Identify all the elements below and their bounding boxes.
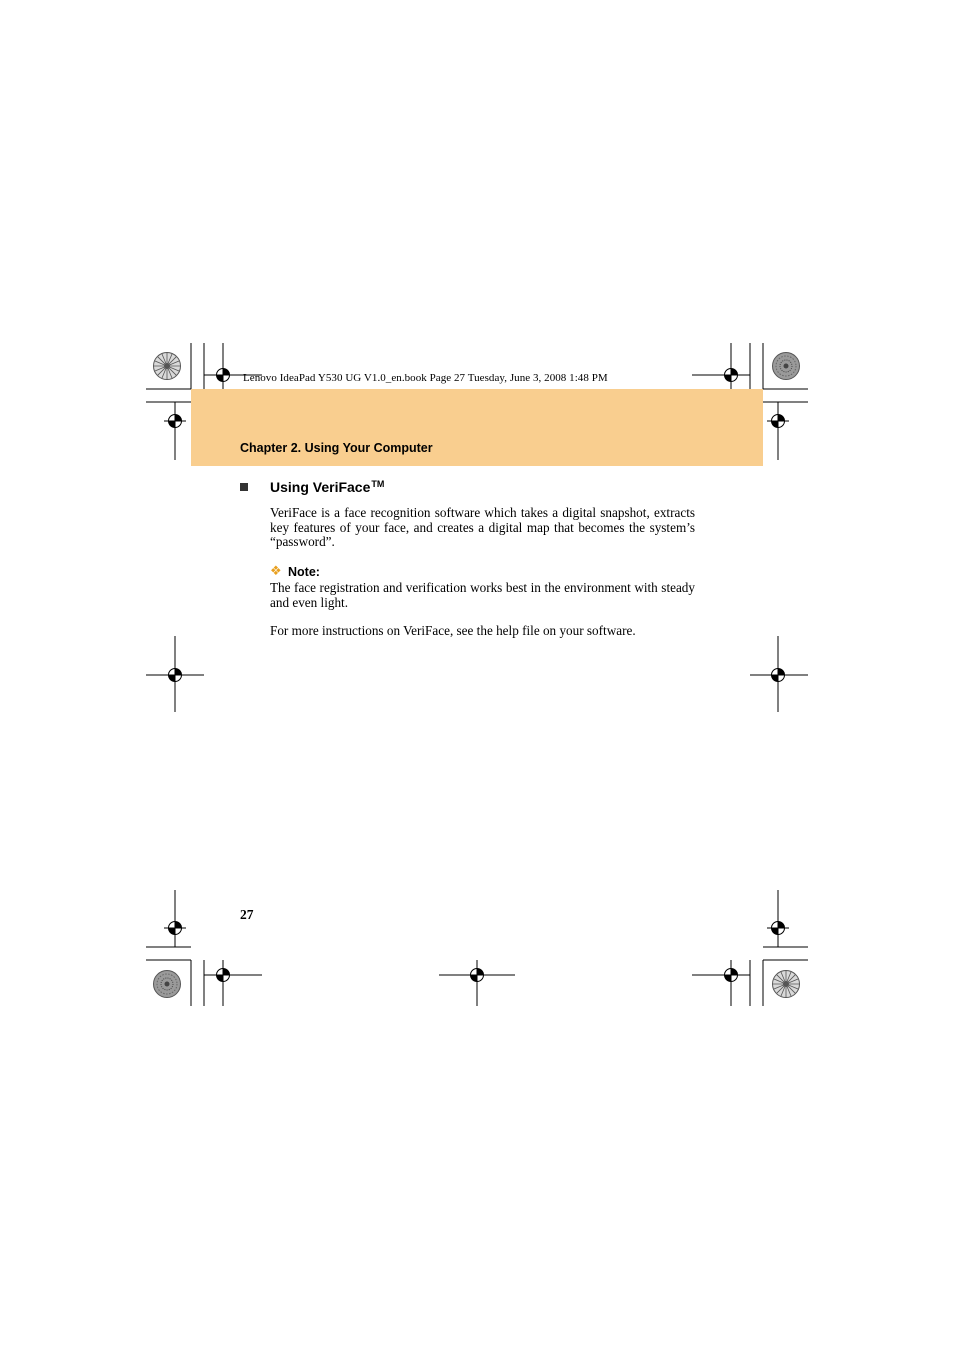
color-target-icon [154, 353, 181, 380]
file-header: Lenovo IdeaPad Y530 UG V1.0_en.book Page 27 Tuesday, June 3, 2008 1:48 PM [243, 372, 608, 384]
note-text: The face registration and verification works best in the environment with steady and even light. [270, 580, 695, 610]
chapter-title: Chapter 2. Using Your Computer [240, 441, 433, 455]
registration-mark-icon [212, 364, 234, 386]
section-title-text: Using VeriFace [270, 479, 371, 495]
intro-paragraph: VeriFace is a face recognition software which takes a digital snapshot, extracts key features of your face, and creates a digital map that becomes the system’s “password”. [270, 505, 695, 550]
instructions-paragraph: For more instructions on VeriFace, see the help file on your software. [270, 623, 636, 638]
registration-mark-icon [466, 964, 488, 986]
page-number: 27 [240, 907, 254, 922]
registration-mark-icon [767, 664, 789, 686]
diamond-note-icon: ❖ [270, 563, 282, 578]
registration-mark-icon [720, 964, 742, 986]
registration-mark-icon [164, 664, 186, 686]
registration-mark-icon [164, 410, 186, 432]
registration-mark-icon [164, 917, 186, 939]
registration-mark-icon [767, 410, 789, 432]
registration-mark-icon [720, 364, 742, 386]
color-target-icon [154, 971, 181, 998]
trademark-symbol: TM [371, 479, 385, 489]
color-target-icon [773, 971, 800, 998]
section-title [270, 479, 384, 495]
registration-mark-icon [212, 964, 234, 986]
registration-mark-icon [767, 917, 789, 939]
color-target-icon [773, 353, 800, 380]
square-bullet-icon [240, 483, 248, 491]
note-label: Note: [288, 565, 320, 579]
